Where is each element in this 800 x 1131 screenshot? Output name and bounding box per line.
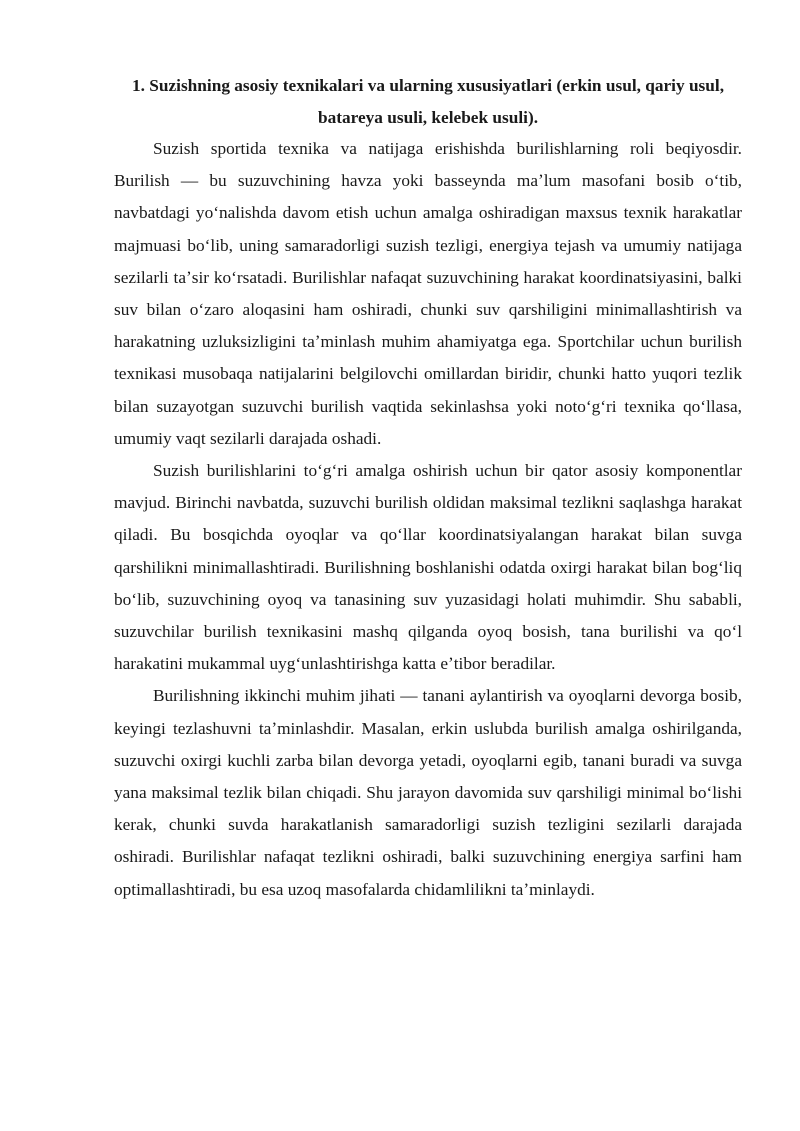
section-heading: 1. Suzishning asosiy texnikalari va ularning xususiyatlari (erkin usul, qariy usul, batareya usuli, kelebek usuli).	[131, 76, 725, 127]
paragraph-3: Burilishning ikkinchi muhim jihati — tanani aylantirish va oyoqlarni devorga bosib, keyingi tezlashuvni taʼminlashdir. Masalan, erkin uslubda burilish amalga oshirilganda, suzuvchi oxirgi kuchli zarba bilan devorga yetadi, oyoqlarni egib, tanani buradi va suvga yana maksimal tezlik bilan chiqadi. Shu jarayon davomida suv qarshiligi minimal boʻlishi kerak, chunki suvda harakatlanish samaradorligi suzish tezligini sezilarli darajada oshiradi. Burilishlar nafaqat tezlikni oshiradi, balki suzuvchining energiya sarfini ham optimallashtiradi, bu esa uzoq masofalarda chidamlilikni taʼminlaydi.	[114, 686, 742, 899]
paragraph-1: Suzish sportida texnika va natijaga erishishda burilishlarning roli beqiyosdir. Burilish — bu suzuvchining havza yoki basseynda maʼlum masofani bosib oʻtib, navbatdagi yoʻnalishda davom etish uchun amalga oshiradigan maxsus texnik harakatlar majmuasi boʻlib, uning samaradorligi suzish tezligi, energiya tejash va umumiy natijaga sezilarli taʼsir koʻrsatadi. Burilishlar nafaqat suzuvchining harakat koordinatsiyasini, balki suv bilan oʻzaro aloqasini ham oshiradi, chunki suv qarshiligini minimallashtirish va harakatning uzluksizligini taʼminlash muhim ahamiyatga ega. Sportchilar uchun burilish texnikasi musobaqa natijalarini belgilovchi omillardan biridir, chunki hatto yuqori tezlik bilan suzayotgan suzuvchi burilish vaqtida sekinlashsa yoki notoʻgʻri texnika qoʻllasa, umumiy vaqt sezilarli darajada oshadi.	[114, 139, 742, 448]
paragraph-2: Suzish burilishlarini toʻgʻri amalga oshirish uchun bir qator asosiy komponentlar mavjud. Birinchi navbatda, suzuvchi burilish oldidan maksimal tezlikni saqlashga harakat qiladi. Bu bosqichda oyoqlar va qoʻllar koordinatsiyalangan harakat bilan suvga qarshilikni minimallashtiradi. Burilishning boshlanishi odatda oxirgi harakat bilan bogʻliq boʻlib, suzuvchining oyoq va tanasining suv yuzasidagi holati muhimdir. Shu sababli, suzuvchilar burilish texnikasini mashq qilganda oyoq bosish, tana burilishi va qoʻl harakatini mukammal uygʻunlashtirishga katta eʼtibor beradilar.	[114, 461, 742, 674]
document-body	[114, 70, 742, 906]
